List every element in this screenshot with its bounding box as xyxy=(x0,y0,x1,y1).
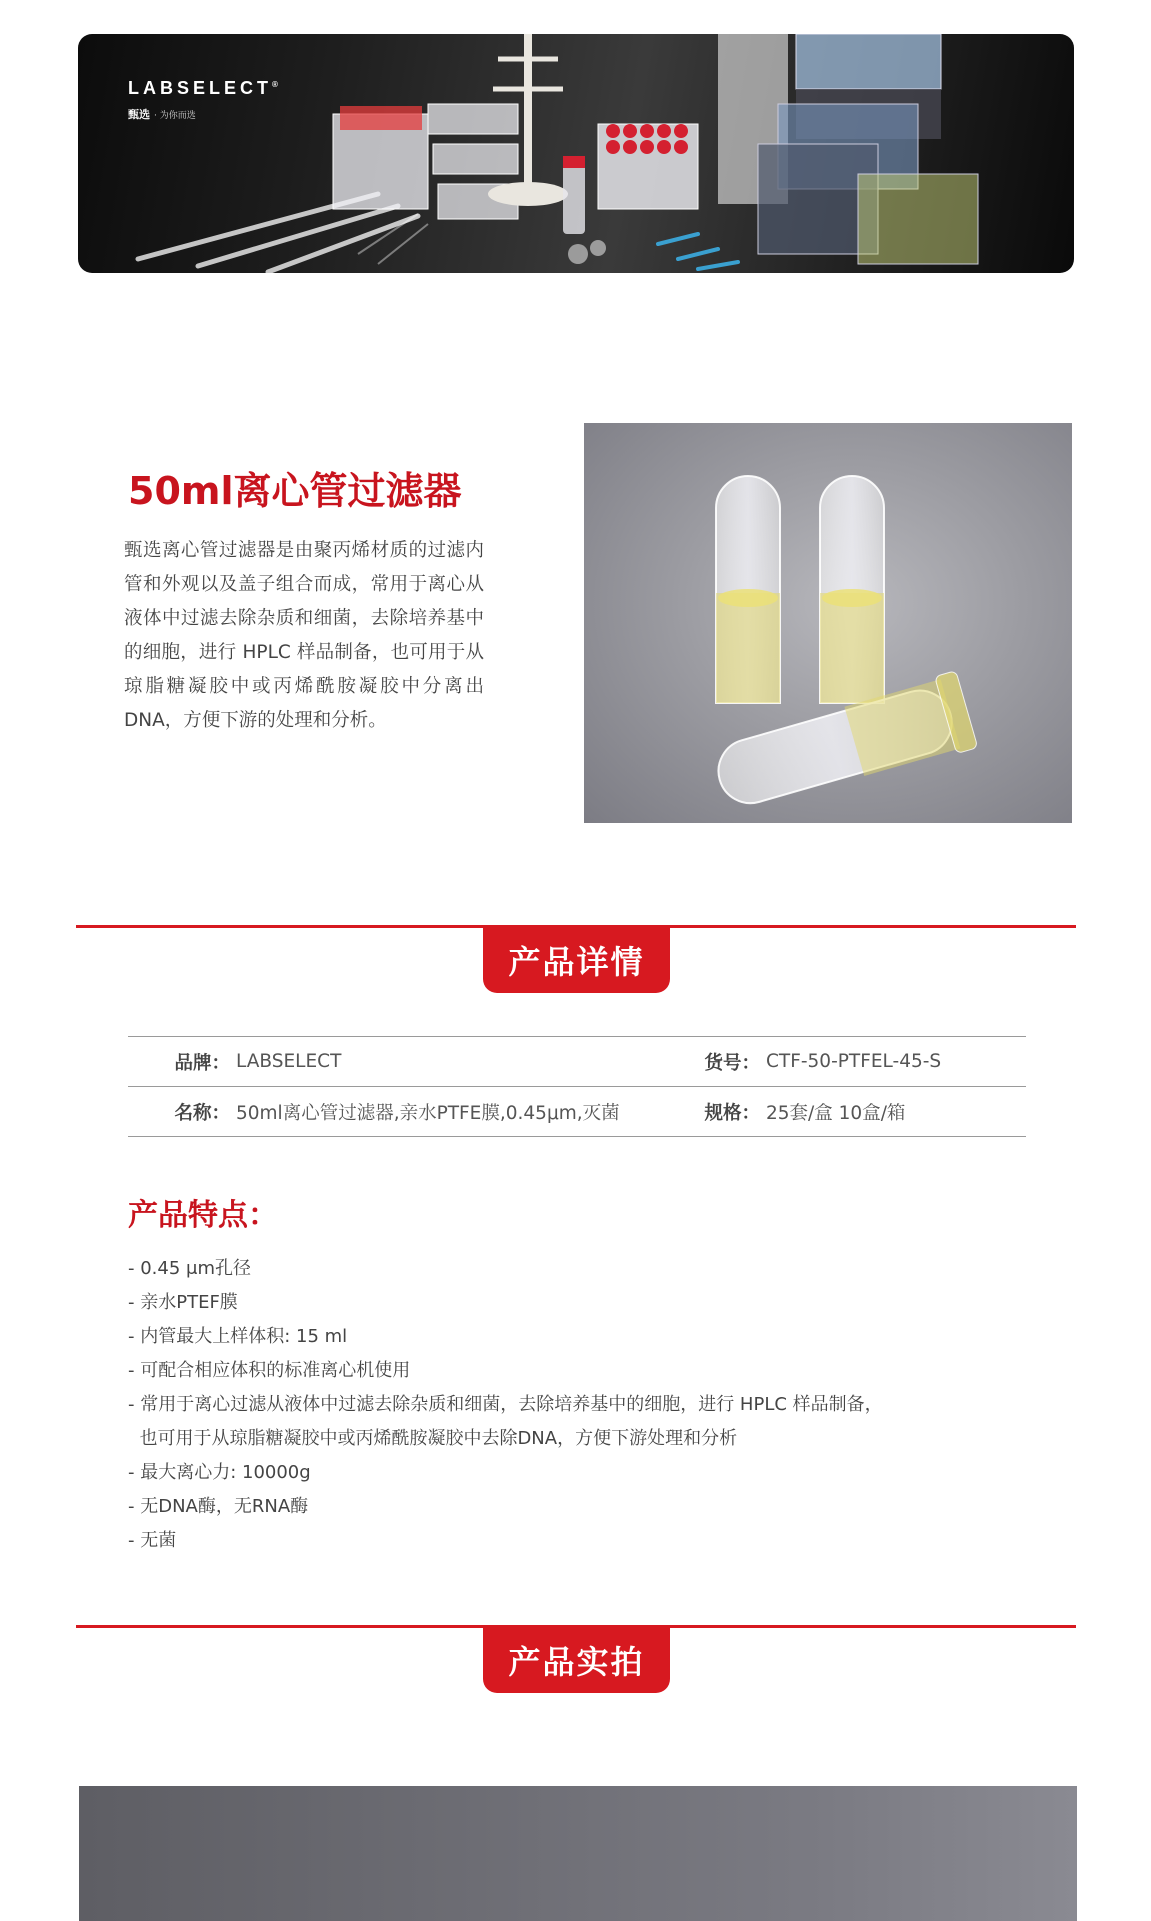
spec-key-name: 名称： xyxy=(174,1102,230,1124)
spec-key-package: 规格： xyxy=(704,1102,760,1124)
section-header-details: 产品详情 xyxy=(483,927,670,993)
section-header-photos: 产品实拍 xyxy=(483,1627,670,1693)
spec-val-name: 50ml离心管过滤器,亲水PTFE膜,0.45μm,灭菌 xyxy=(236,1102,620,1124)
feature-item: - 亲水PTEF膜 xyxy=(128,1292,238,1313)
spec-row-brand xyxy=(128,1037,1026,1087)
product-title: 50ml离心管过滤器 xyxy=(128,469,462,513)
labware-illustration xyxy=(78,34,1074,273)
spec-val-brand: LABSELECT xyxy=(236,1051,342,1072)
spec-val-sku: CTF-50-PTFEL-45-S xyxy=(766,1051,942,1072)
spec-val-package: 25套/盒 10盒/箱 xyxy=(766,1102,906,1124)
feature-item: - 无DNA酶，无RNA酶 xyxy=(128,1496,309,1517)
features-list xyxy=(128,1252,1008,1558)
feature-item: - 可配合相应体积的标准离心机使用 xyxy=(128,1360,411,1381)
feature-item: - 常用于离心过滤从液体中过滤去除杂质和细菌，去除培养基中的细胞，进行 HPLC 样品制备， 也可用于从琼脂糖凝胶中或丙烯酰胺凝胶中去除DNA，方便下游处理和分析 xyxy=(128,1394,883,1449)
spec-row-name xyxy=(128,1087,1026,1137)
product-real-photo xyxy=(79,1786,1077,1921)
registered-mark: ® xyxy=(272,80,278,89)
feature-item: - 无菌 xyxy=(128,1530,177,1551)
feature-item: - 0.45 μm孔径 xyxy=(128,1258,252,1279)
brand-logo-text: LABSELECT xyxy=(128,78,272,98)
features-title: 产品特点： xyxy=(128,1198,278,1233)
filter-tubes-illustration xyxy=(584,423,1072,823)
brand-cn-name: 甄选 xyxy=(128,108,150,121)
spec-key-brand: 品牌： xyxy=(174,1052,230,1074)
spec-table xyxy=(128,1036,1026,1137)
product-description: 甄选离心管过滤器是由聚丙烯材质的过滤内管和外观以及盖子组合而成，常用于离心从液体中过滤去除杂质和细菌，去除培养基中的细胞，进行 HPLC 样品制备，也可用于从琼脂糖凝胶中或丙烯酰胺凝胶中分离出DNA，方便下游的处理和分析。 xyxy=(124,540,484,731)
hero-banner xyxy=(78,34,1074,273)
feature-item: - 内管最大上样体积: 15 ml xyxy=(128,1326,348,1347)
product-photo xyxy=(584,423,1072,823)
slogan-text: · 为你而选 xyxy=(154,111,196,121)
feature-item: - 最大离心力: 10000g xyxy=(128,1462,311,1483)
spec-key-sku: 货号： xyxy=(704,1052,760,1074)
